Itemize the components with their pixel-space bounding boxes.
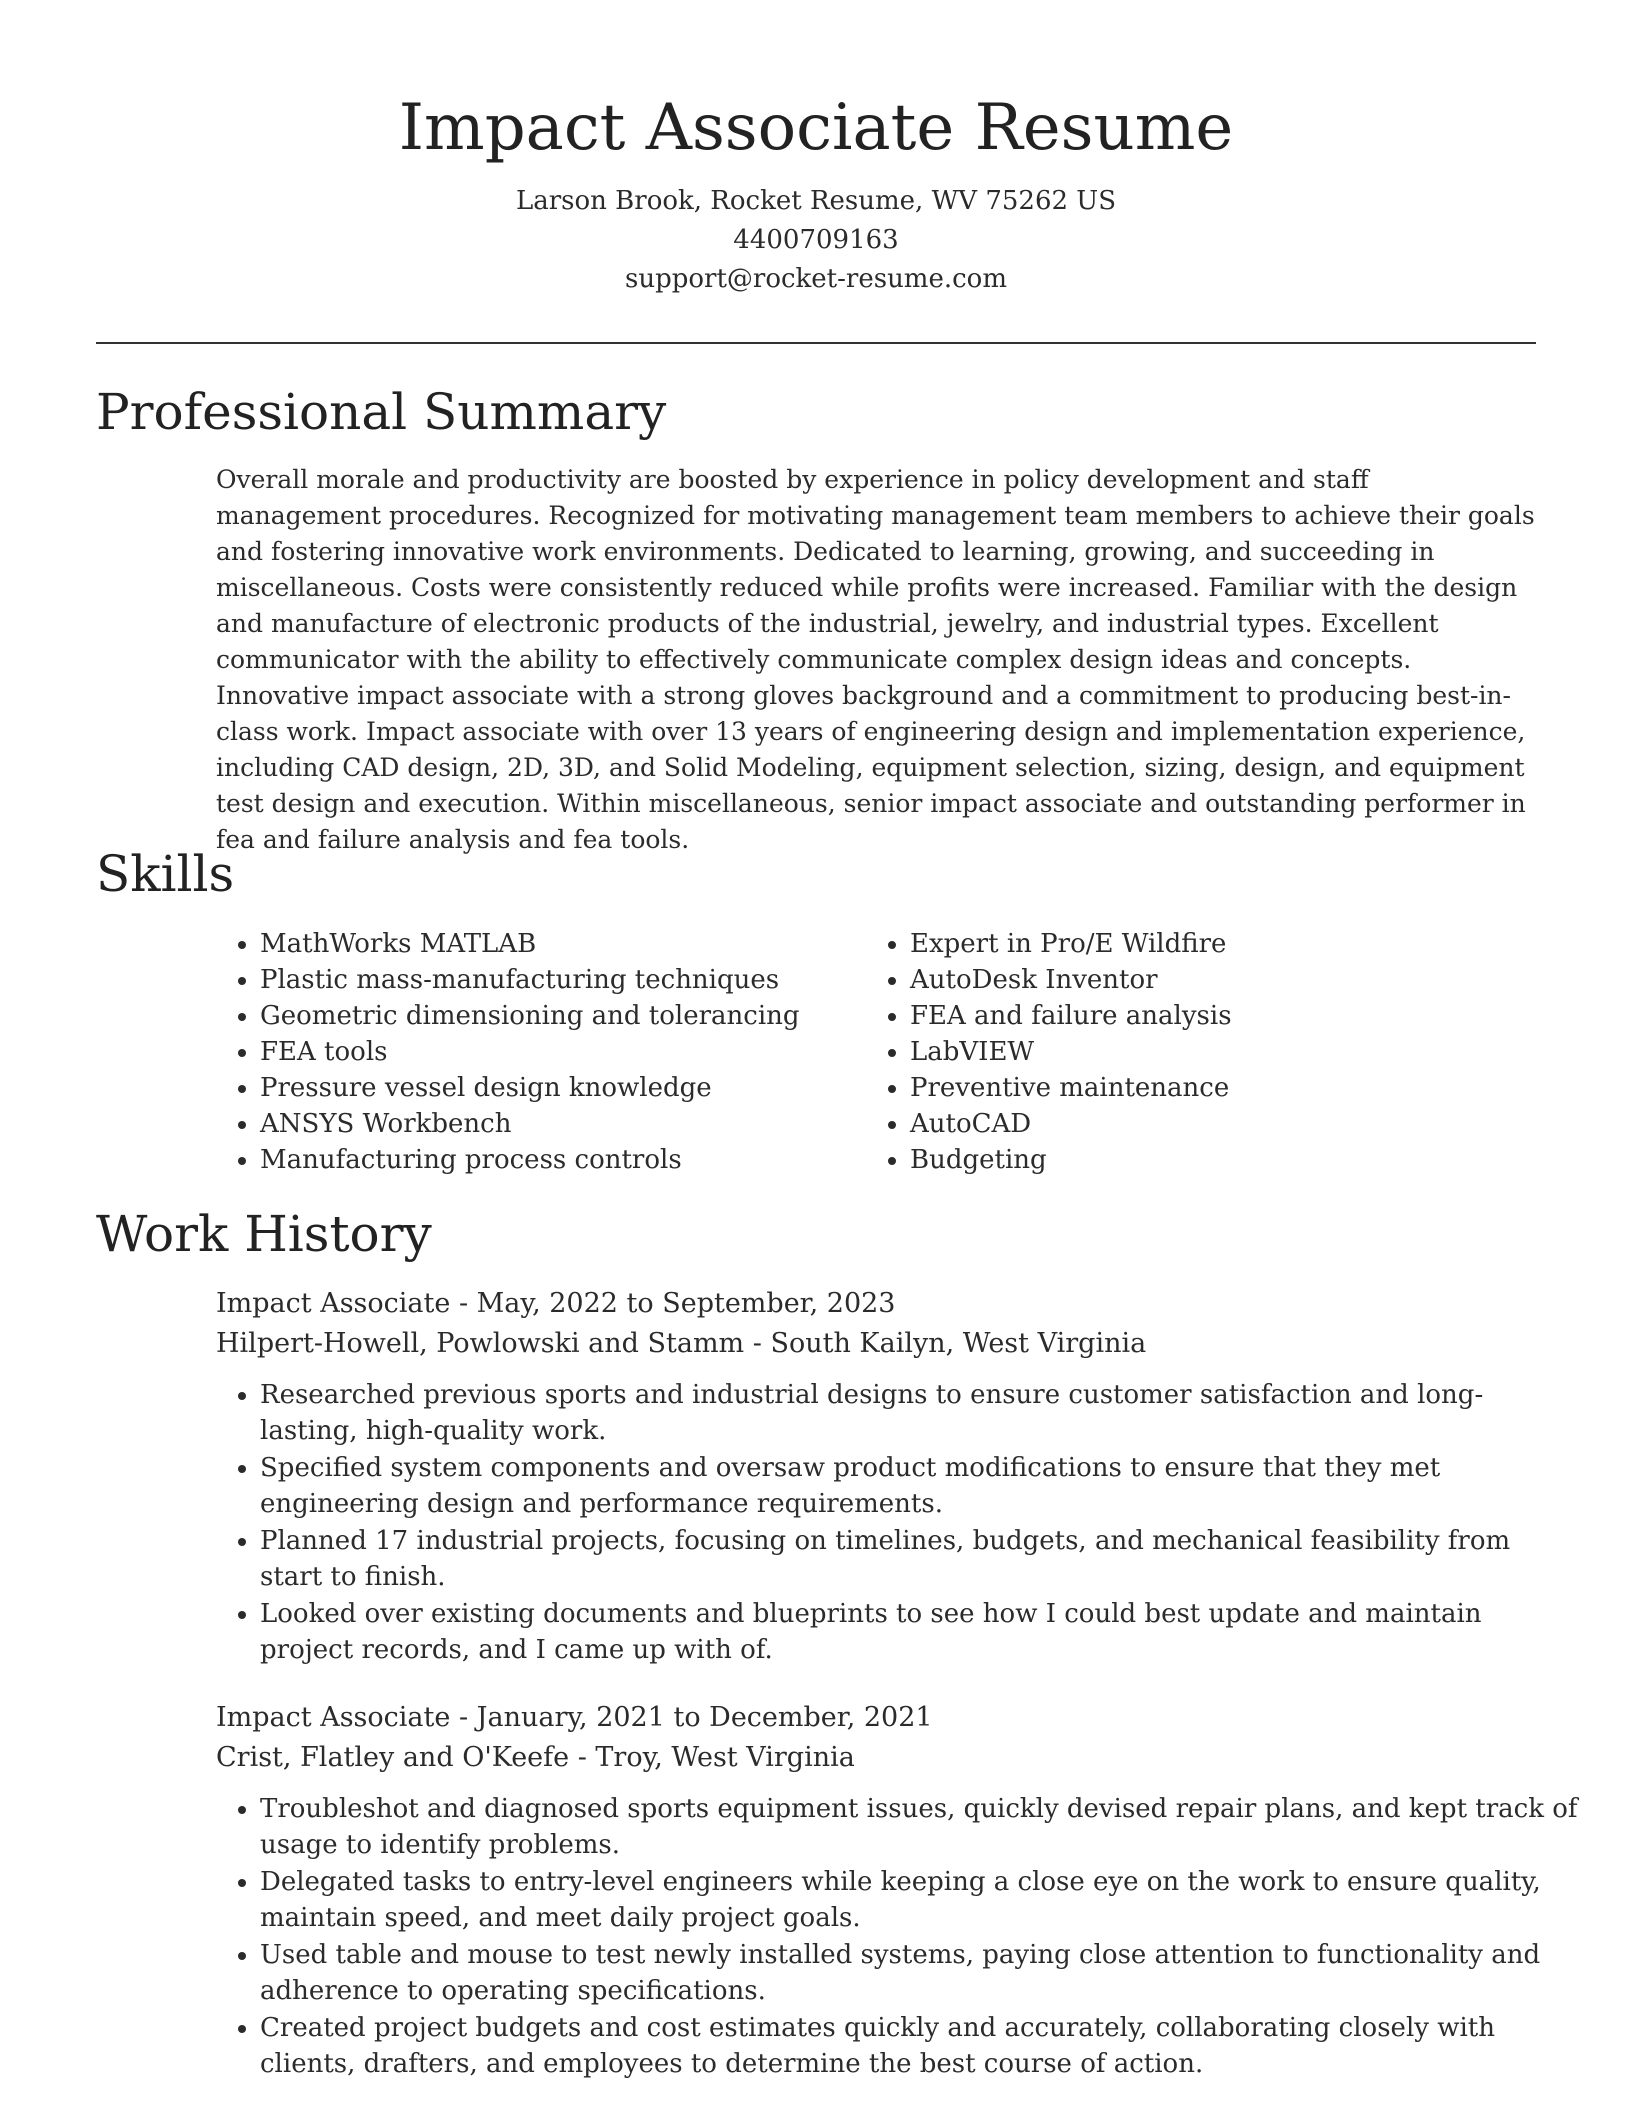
page-title: Impact Associate Resume [398,91,1234,165]
job-2-title-line: Impact Associate - January, 2021 to December, 2021 [216,1702,933,1733]
job-dates: May, 2022 to September, 2023 [476,1288,896,1319]
job-dates: January, 2021 to December, 2021 [476,1702,933,1733]
job-location: South Kailyn, West Virginia [770,1328,1147,1359]
list-item: • LabVIEW [910,1034,1510,1070]
job-company: Hilpert-Howell, Powlowski and Stamm [216,1328,745,1359]
job-title: Impact Associate [216,1702,451,1733]
list-item: • Troubleshot and diagnosed sports equipment issues, quickly devised repair plans, and kept track of usage to identify problems. [260,1791,1580,1863]
job-1-company-line: Hilpert-Howell, Powlowski and Stamm - South Kailyn, West Virginia [216,1328,1147,1359]
contact-email: support@rocket-resume.com [624,264,1007,294]
list-item: • FEA and failure analysis [910,998,1510,1034]
list-item: • Looked over existing documents and blueprints to see how I could best update and maintain project records, and I came up with of. [260,1596,1580,1668]
list-item: • Pressure vessel design knowledge [260,1070,860,1106]
list-item: • Planned 17 industrial projects, focusing on timelines, budgets, and mechanical feasibility from start to finish. [260,1523,1580,1595]
summary-heading: Professional Summary [96,383,667,441]
skills-list-left [216,926,860,1178]
list-item: • Researched previous sports and industrial designs to ensure customer satisfaction and long-lasting, high-quality work. [260,1377,1580,1449]
list-item: • Geometric dimensioning and tolerancing [260,998,860,1034]
header-divider [96,342,1536,344]
list-item: • Used table and mouse to test newly installed systems, paying close attention to functionality and adherence to operating specifications. [260,1937,1580,2009]
skills-heading: Skills [96,845,235,903]
resume-header [96,84,1536,299]
list-item: • MathWorks MATLAB [260,926,860,962]
contact-phone: 4400709163 [733,225,899,255]
list-item: • Plastic mass-manufacturing techniques [260,962,860,998]
job-company: Crist, Flatley and O'Keefe [216,1742,570,1773]
list-item: • AutoDesk Inventor [910,962,1510,998]
job-1-bullets [216,1377,1580,1669]
list-item: • Expert in Pro/E Wildfire [910,926,1510,962]
list-item: • AutoCAD [910,1106,1510,1142]
list-item: • Specified system components and oversaw product modifications to ensure that they met engineering design and performance requirements. [260,1450,1580,1522]
list-item: • Delegated tasks to entry-level engineers while keeping a close eye on the work to ensure quality, maintain speed, and meet daily project goals. [260,1864,1580,1936]
work-history-heading: Work History [96,1205,432,1263]
job-1-title-line: Impact Associate - May, 2022 to September, 2023 [216,1288,896,1319]
list-item: • Created project budgets and cost estimates quickly and accurately, collaborating closely with clients, drafters, and employees to determine the best course of action. [260,2010,1580,2082]
list-item: • FEA tools [260,1034,860,1070]
summary-text: Overall morale and productivity are boosted by experience in policy development and staff management procedures. Recognized for motivating management team members to achieve their goals and fostering innovative work environments. Dedicated to learning, growing, and succeeding in miscellaneous. Costs were consistently reduced while profits were increased. Familiar with the design and manufacture of electronic products of the industrial, jewelry, and industrial types. Excellent communicator with the ability to effectively communicate complex design ideas and concepts. Innovative impact associate with a strong gloves background and a commitment to producing best-in-class work. Impact associate with over 13 years of engineering design and implementation experience, including CAD design, 2D, 3D, and Solid Modeling, equipment selection, sizing, design, and equipment test design and execution. Within miscellaneous, senior impact associate and outstanding performer in fea and failure analysis and fea tools. [216,465,1535,854]
list-item: • Preventive maintenance [910,1070,1510,1106]
list-item: • ANSYS Workbench [260,1106,860,1142]
job-2-bullets [216,1791,1580,2083]
job-location: Troy, West Virginia [595,1742,855,1773]
contact-address: Larson Brook, Rocket Resume, WV 75262 US [515,186,1117,216]
list-item: • Budgeting [910,1142,1510,1178]
job-2-company-line: Crist, Flatley and O'Keefe - Troy, West Virginia [216,1742,855,1773]
skills-list-right [866,926,1510,1178]
list-item: • Manufacturing process controls [260,1142,860,1178]
job-title: Impact Associate [216,1288,451,1319]
